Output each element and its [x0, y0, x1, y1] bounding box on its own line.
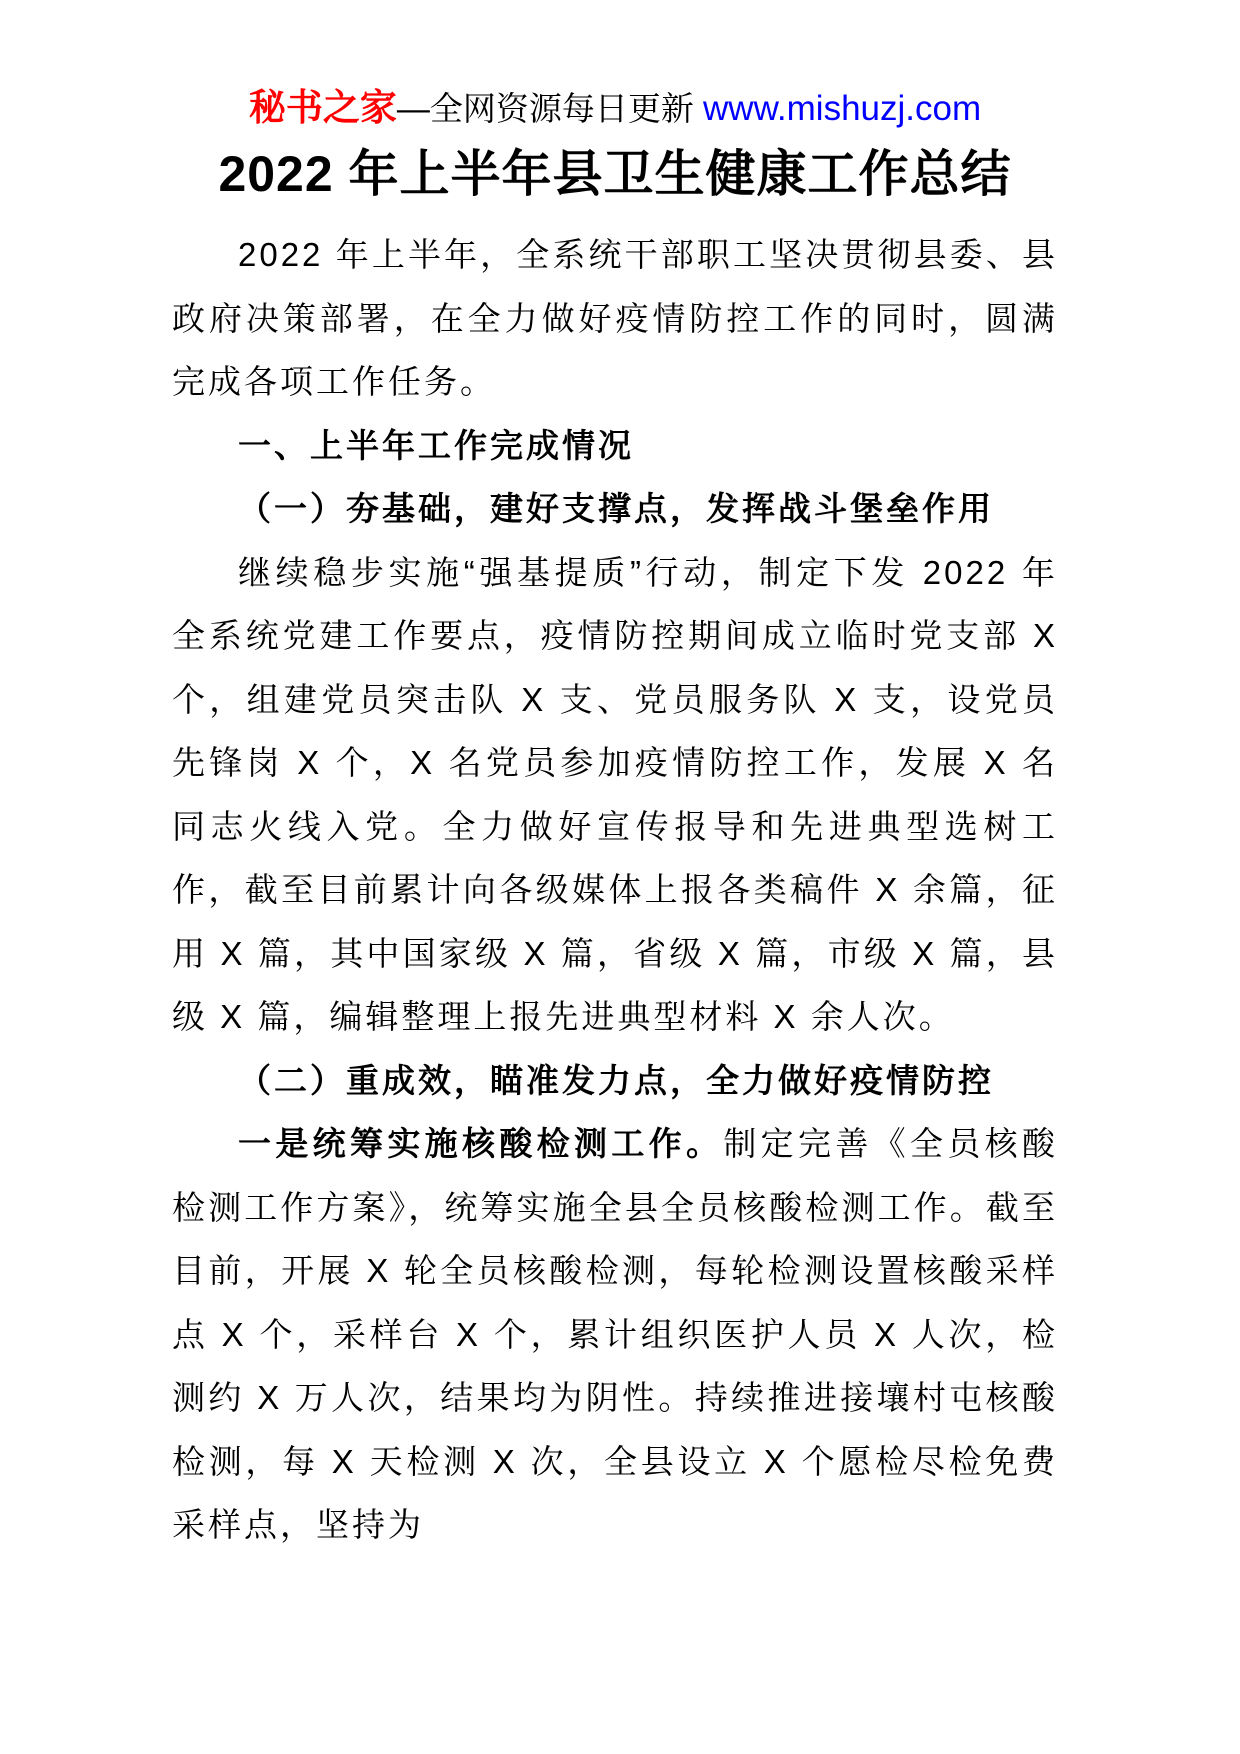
paragraph-nucleic-acid-testing — [172, 1112, 1058, 1557]
paragraph-intro: 2022 年上半年，全系统干部职工坚决贯彻县委、县政府决策部署，在全力做好疫情防控工作的同时，圆满完成各项工作任务。 — [172, 236, 1058, 400]
document-body — [172, 223, 1058, 1557]
paragraph-party-building: 继续稳步实施“强基提质”行动，制定下发 2022 年全系统党建工作要点，疫情防控期间成立临时党支部 X 个，组建党员突击队 X 支、党员服务队 X 支，设党员先锋岗 X 个，X 名党员参加疫情防控工作，发展 X 名同志火线入党。全力做好宣传报导和先进典型选树工作，截至目前累计向各级媒体上报各类稿件 X 余篇，征用 X 篇，其中国家级 X 篇，省级 X 篇，市级 X 篇，县级 X 篇，编辑整理上报先进典型材料 X 余人次。 — [172, 553, 1058, 1035]
site-brand: 秘书之家 — [248, 87, 397, 128]
site-url-link[interactable]: www.mishuzj.com — [703, 89, 982, 128]
site-header — [172, 86, 1058, 131]
subsection-heading-epidemic-prevention: （二）重成效，瞄准发力点，全力做好疫情防控 — [238, 1061, 994, 1099]
section-heading-first-half-work: 一、上半年工作完成情况 — [238, 426, 634, 464]
paragraph-lead-bold: 一是统筹实施核酸检测工作。 — [238, 1125, 724, 1162]
paragraph-lead-body: 制定完善《全员核酸检测工作方案》，统筹实施全县全员核酸检测工作。截至目前，开展 X 轮全员核酸检测，每轮检测设置核酸采样点 X 个，采样台 X 个，累计组织医护人员 X 人次，检测约 X 万人次，结果均为阴性。持续推进接壤村屯核酸检测，每 X 天检测 X 次，全县设立 X 个愿检尽检免费采样点，坚持为 — [172, 1125, 1059, 1543]
subsection-heading-party-foundation: （一）夯基础，建好支撑点，发挥战斗堡垒作用 — [238, 490, 994, 527]
document-title: 2022 年上半年县卫生健康工作总结 — [218, 146, 1012, 202]
site-tagline: —全网资源每日更新 — [396, 90, 704, 127]
